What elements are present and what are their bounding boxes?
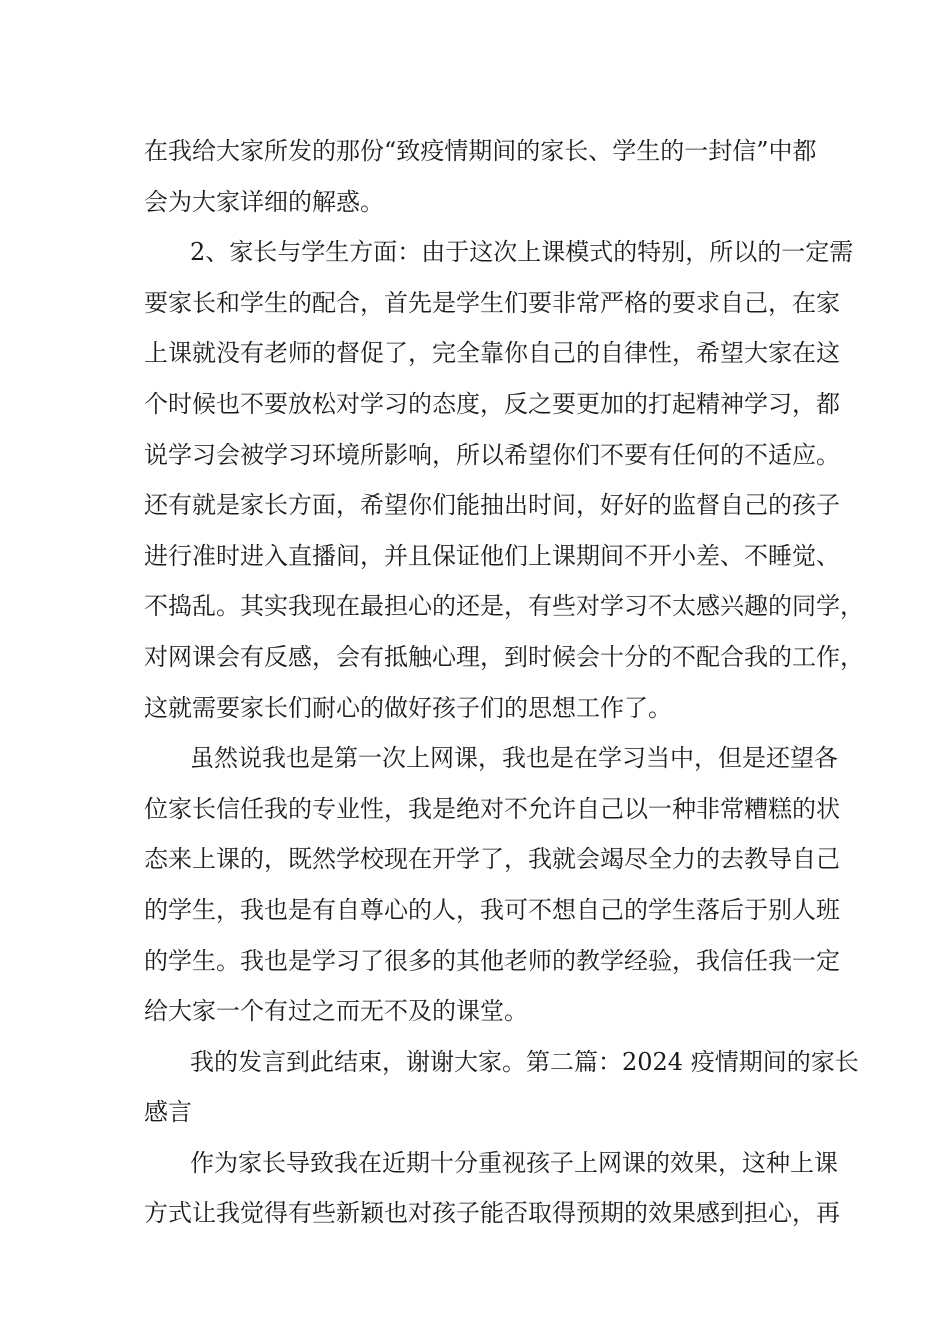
text-line: 个时候也不要放松对学习的态度，反之要更加的打起精神学习，都 [144, 389, 840, 418]
text-line: 不捣乱。其实我现在最担心的还是，有些对学习不太感兴趣的同学， [144, 592, 864, 621]
text-line: 作为家长导致我在近期十分重视孩子上网课的效果，这种上课 [190, 1148, 838, 1177]
text-line: 说学习会被学习环境所影响，所以希望你们不要有任何的不适应。 [144, 440, 840, 469]
body-text [144, 126, 864, 1239]
text-line: 要家长和学生的配合，首先是学生们要非常严格的要求自己，在家 [144, 288, 840, 317]
text-line: 虽然说我也是第一次上网课，我也是在学习当中，但是还望各 [190, 744, 838, 773]
text-line: 还有就是家长方面，希望你们能抽出时间，好好的监督自己的孩子 [144, 491, 840, 520]
text-line: 对网课会有反感，会有抵触心理，到时候会十分的不配合我的工作， [144, 642, 864, 671]
text-line: 这就需要家长们耐心的做好孩子们的思想工作了。 [144, 693, 672, 722]
text-line: 感言 [144, 1098, 192, 1127]
text-line: 进行准时进入直播间，并且保证他们上课期间不开小差、不睡觉、 [144, 541, 840, 570]
text-line: 方式让我觉得有些新颖也对孩子能否取得预期的效果感到担心，再 [144, 1199, 840, 1228]
text-line: 的学生，我也是有自尊心的人，我可不想自己的学生落后于别人班 [144, 895, 840, 924]
text-line: 会为大家详细的解惑。 [144, 187, 384, 216]
text-line: 态来上课的，既然学校现在开学了，我就会竭尽全力的去教导自己 [144, 845, 840, 874]
text-line: 位家长信任我的专业性，我是绝对不允许自己以一种非常糟糕的状 [144, 794, 840, 823]
text-line: 我的发言到此结束，谢谢大家。第二篇：2024 疫情期间的家长 [190, 1047, 859, 1076]
text-line: 上课就没有老师的督促了，完全靠你自己的自律性，希望大家在这 [144, 339, 840, 368]
text-line: 2、家长与学生方面：由于这次上课模式的特别，所以的一定需 [190, 238, 854, 267]
text-line: 的学生。我也是学习了很多的其他老师的教学经验，我信任我一定 [144, 946, 840, 975]
text-line: 在我给大家所发的那份“致疫情期间的家长、学生的一封信”中都 [144, 137, 817, 165]
text-line: 给大家一个有过之而无不及的课堂。 [144, 997, 528, 1026]
